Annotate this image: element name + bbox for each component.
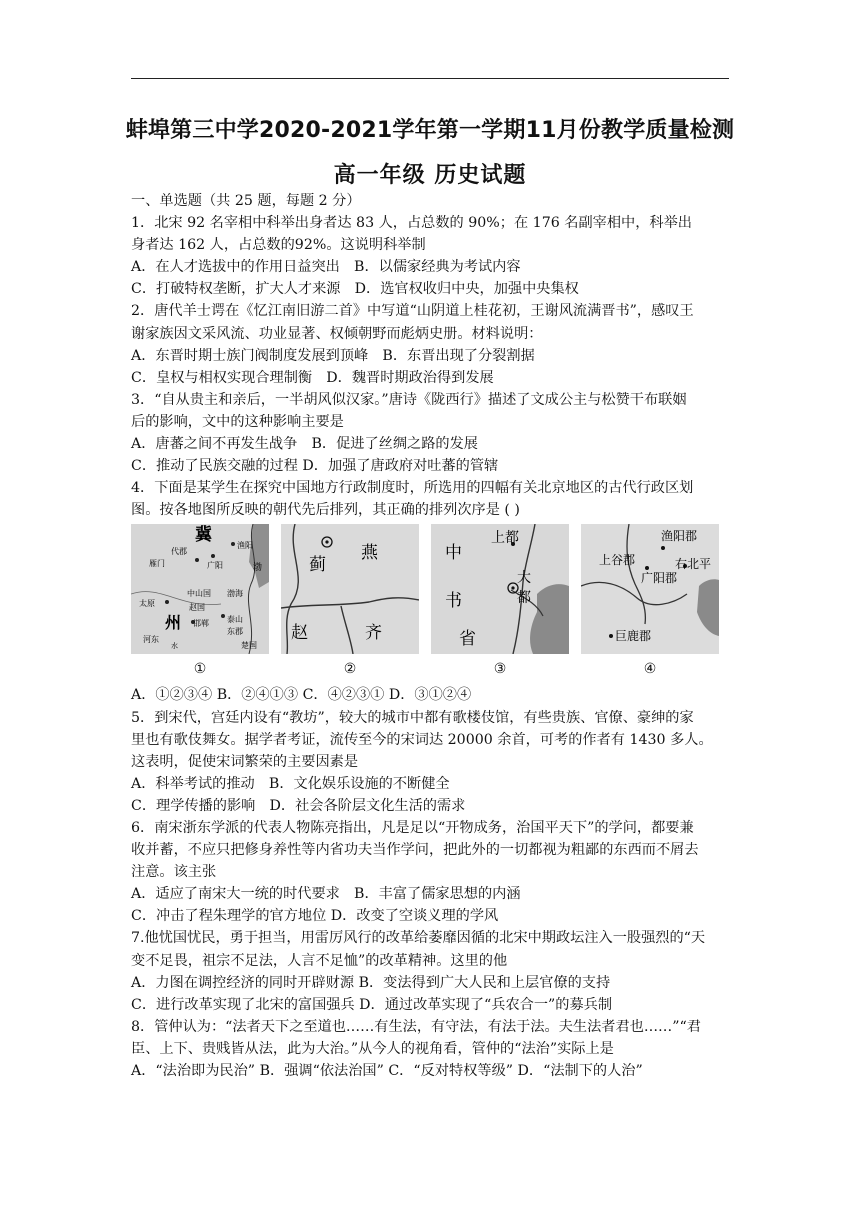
- map1-label: 太原: [139, 599, 155, 609]
- text-line: A．科举考试的推动 B．文化娱乐设施的不断健全: [131, 775, 450, 792]
- text-line: 图。按各地图所反映的朝代先后排列，其正确的排列次序是 ( ): [131, 502, 520, 519]
- text-line: A．唐蕃之间不再发生战争 B．促进了丝绸之路的发展: [131, 436, 478, 453]
- text-line: 身者达 162 人，占总数的92%。这说明科举制: [131, 237, 426, 254]
- text-line: 8．管仲认为：“法者天下之至道也……有生法，有守法，有法于法。夫生法者君也……”“君: [131, 1018, 701, 1035]
- map3-label: 中: [445, 543, 462, 564]
- text-line: C．冲击了程朱理学的官方地位 D．改变了空谈义理的学风: [131, 908, 499, 925]
- text-line: 3．“自从贵主和亲后，一半胡风似汉家。”唐诗《陇西行》描述了文成公主与松赞干布联姻: [131, 391, 687, 408]
- map3-label: 省: [459, 629, 476, 650]
- text-line: 4．下面是某学生在探究中国地方行政制度时，所选用的四幅有关北京地区的古代行政区划: [131, 480, 694, 497]
- map-3: [431, 524, 569, 654]
- text-line: 后的影响，文中的这种影响主要是: [131, 413, 344, 430]
- header-rule: [131, 78, 729, 79]
- map1-label: 代郡: [171, 547, 187, 557]
- map2-label: 燕: [361, 543, 378, 564]
- map1-label: 渔阳: [237, 541, 253, 551]
- map4-label: 上谷郡: [599, 553, 636, 568]
- map-2: [281, 524, 419, 654]
- map-caption: ①: [193, 661, 207, 678]
- exam-subtitle: 高一年级 历史试题: [333, 163, 527, 188]
- section-heading: 一、单选题（共 25 题，每题 2 分）: [131, 193, 361, 209]
- map1-label: 赵国: [189, 603, 205, 613]
- map1-label: 渤: [253, 563, 263, 574]
- text-line: 里也有歌伎舞女。据学者考证，流传至今的宋词达 20000 余首，可考的作者有 1430 多人。: [131, 731, 713, 748]
- map4-label: 广阳郡: [641, 571, 678, 586]
- text-line: 5．到宋代，宫廷内设有“教坊”，较大的城市中都有歌楼伎馆，有些贵族、官僚、豪绅的家: [131, 709, 694, 726]
- map2-label: 齐: [365, 623, 382, 644]
- map3-label: 都: [517, 590, 531, 607]
- map-caption: ③: [493, 661, 507, 678]
- text-line: 变不足畏，祖宗不足法，人言不足恤”的改革精神。这里的他: [131, 952, 508, 969]
- questions-top: [131, 212, 731, 521]
- map1-label: 广阳: [207, 561, 223, 571]
- map1-label: 楚国: [241, 641, 257, 651]
- map1-label: 邯郸: [193, 619, 209, 629]
- text-line: A．①②③④ B．②④①③ C．④②③① D．③①②④: [131, 687, 472, 704]
- map1-label: 东郡: [227, 627, 243, 637]
- text-line: 注意。该主张: [131, 864, 217, 881]
- text-line: 谢家族因文采风流、功业显著、权倾朝野而彪炳史册。材料说明：: [131, 325, 543, 342]
- text-line: C．推动了民族交融的过程 D．加强了唐政府对吐蕃的管辖: [131, 458, 499, 475]
- map1-label: 州: [165, 613, 182, 633]
- text-line: 臣、上下、贵贱皆从法，此为大治。”从今人的视角看，管仲的“法治”实际上是: [131, 1040, 614, 1057]
- map3-label: 书: [445, 591, 462, 612]
- text-line: 这表明，促使宋词繁荣的主要因素是: [131, 753, 359, 770]
- map-figures: [131, 524, 731, 680]
- text-line: A．东晋时期士族门阀制度发展到顶峰 B．东晋出现了分裂割据: [131, 347, 535, 364]
- map1-label: 河东: [143, 635, 159, 645]
- map4-label: 右北平: [675, 557, 712, 572]
- map-2-drawing: [281, 524, 419, 654]
- text-line: C．打破特权垄断，扩大人才来源 D．选官权收归中央，加强中央集权: [131, 281, 579, 298]
- text-line: C．理学传播的影响 D．社会各阶层文化生活的需求: [131, 797, 466, 814]
- map-caption: ②: [343, 661, 357, 678]
- text-line: 6．南宋浙东学派的代表人物陈亮指出，凡是足以“开物成务，治国平天下”的学问，都要兼: [131, 819, 694, 836]
- text-line: 1．北宋 92 名宰相中科举出身者达 83 人，占总数的 90%；在 176 名副宰相中，科举出: [131, 215, 692, 232]
- text-line: C．进行改革实现了北宋的富国强兵 D．通过改革实现了“兵农合一”的募兵制: [131, 996, 613, 1013]
- map4-label: 巨鹿郡: [615, 629, 652, 644]
- map-4: [581, 524, 719, 654]
- map3-label: 大: [517, 570, 531, 587]
- map2-label: 赵: [291, 623, 308, 644]
- map3-label: 上都: [491, 530, 519, 547]
- text-line: 7.他忧国忧民，勇于担当，用雷厉风行的改革给萎靡因循的北宋中期政坛注入一股强烈的“天: [131, 930, 706, 947]
- exam-title: 蚌埠第三中学2020-2021学年第一学期11月份教学质量检测: [125, 118, 735, 143]
- map-caption: ④: [643, 661, 657, 678]
- text-line: C．皇权与相权实现合理制衡 D．魏晋时期政治得到发展: [131, 369, 494, 386]
- map-1: [131, 524, 269, 654]
- map1-label: 冀: [195, 525, 212, 546]
- map1-label: 中山国: [187, 589, 211, 599]
- questions-bottom: [131, 684, 731, 1082]
- text-line: 收并蓄，不应只把修身养性等内省功夫当作学问，把此外的一切都视为粗鄙的东西而不屑去: [131, 842, 699, 859]
- text-line: A．“法治即为民治” B．强调“依法治国” C．“反对特权等级” D．“法制下的人治”: [131, 1063, 643, 1079]
- text-line: A．在人才选拔中的作用日益突出 B．以儒家经典为考试内容: [131, 259, 521, 276]
- map-1-drawing: [131, 524, 269, 654]
- map1-label: 雁门: [149, 559, 165, 569]
- map-4-drawing: [581, 524, 719, 654]
- text-line: 2．唐代羊士谔在《忆江南旧游二首》中写道“山阴道上桂花初，王谢风流满晋书”，感叹王: [131, 303, 694, 320]
- map1-label: 渤海: [227, 589, 243, 599]
- map4-label: 渔阳郡: [661, 529, 698, 544]
- question-body: [131, 190, 731, 1082]
- map1-label: 水: [171, 642, 178, 651]
- map-3-drawing: [431, 524, 569, 654]
- map2-label: 蓟: [309, 555, 326, 576]
- text-line: A．力图在调控经济的同时开辟财源 B．变法得到广大人民和上层官僚的支持: [131, 974, 611, 991]
- map1-label: 泰山: [227, 615, 243, 625]
- text-line: A．适应了南宋大一统的时代要求 B．丰富了儒家思想的内涵: [131, 886, 521, 903]
